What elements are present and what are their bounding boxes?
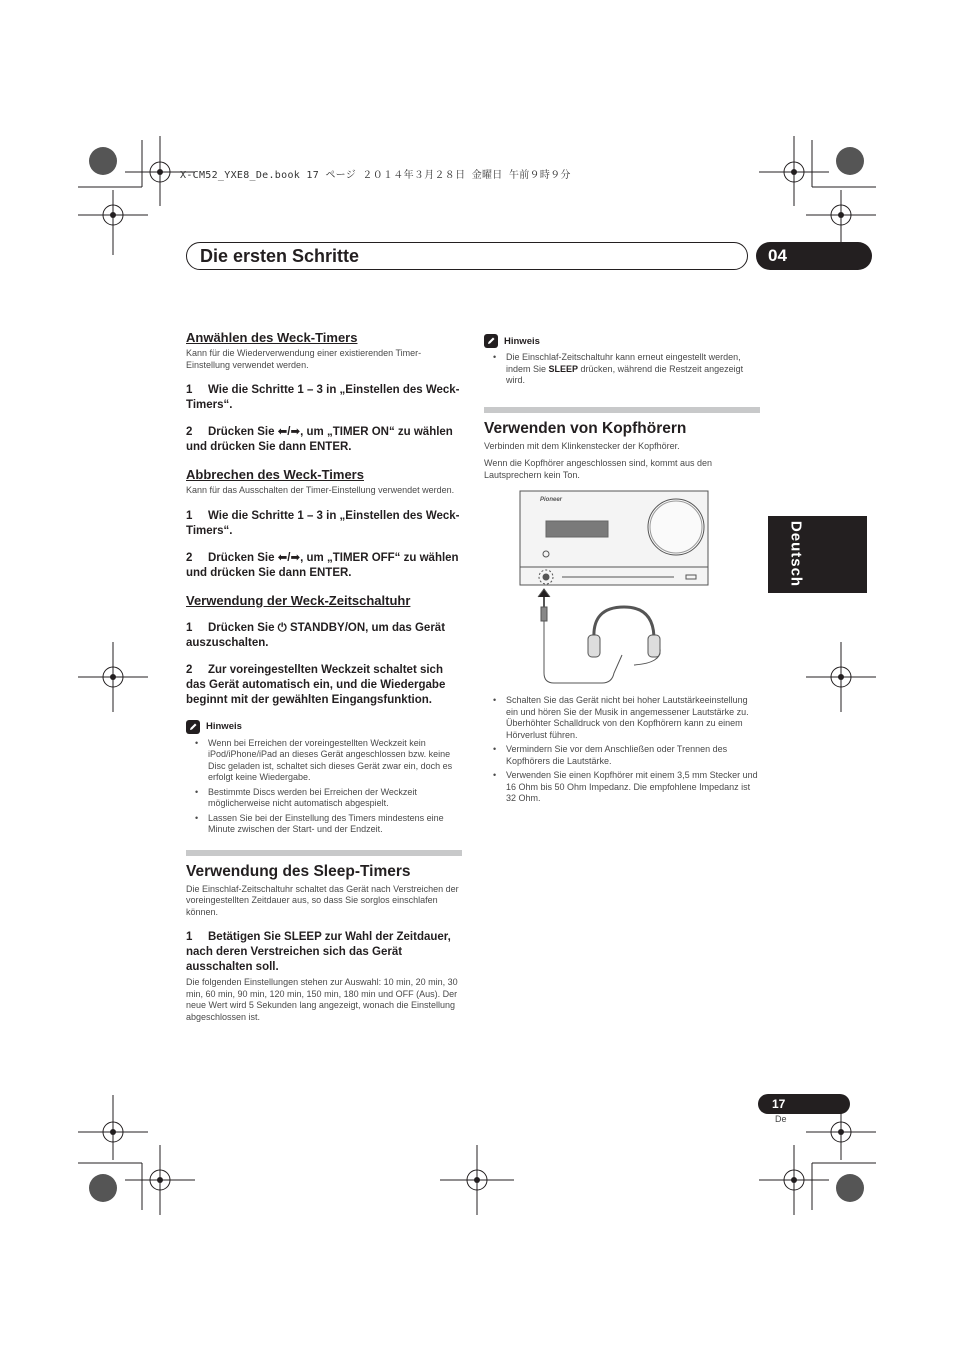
list-item: • Vermindern Sie vor dem Anschließen oder Trennen des Kopfhörers die Lautstärke. [506,744,760,767]
step-text: Wie die Schritte 1 – 3 in „Einstellen des Weck-Timers“. [186,384,460,411]
headphone-illustration [484,489,760,691]
note-list [186,738,462,836]
section-heading-select-timer: Anwählen des Weck-Timers [186,330,358,345]
step-text: Zur voreingestellten Weckzeit schaltet sich das Gerät automatisch ein, und die Wiedergabe beginnt mit der gewählten Eingangsfunktion. [186,663,446,706]
headphone-bullet-list [484,695,760,805]
step-2 [186,663,462,708]
language-tab-label: Deutsch [787,520,805,588]
note-label: Hinweis [504,335,540,347]
step-text: Drücken Sie ⏻ STANDBY/ON, um das Gerät auszuschalten. [186,621,446,649]
list-item: • Bestimmte Discs werden bei Erreichen der Weckzeit möglicherweise nicht automatisch abgespielt. [208,787,462,810]
section-title-headphones: Verwenden von Kopfhörern [484,419,687,437]
page-number: 17 [758,1094,850,1114]
step-number: 1 [186,931,193,943]
note-text-start: Die Einschlaf-Zeitschaltuhr kann erneut eingestellt werden, indem Sie [506,352,741,374]
section-intro: Verbinden mit dem Klinkenstecker der Kopfhörer. [484,440,680,451]
note-pencil-icon [484,334,498,348]
right-column [484,334,760,808]
device-brand-logo: Pioneer [540,497,563,503]
list-item: • Verwenden Sie einen Kopfhörer mit einem 3,5 mm Stecker und 16 Ohm bis 50 Ohm Impedanz. Die empfohlene Impedanz ist 32 Ohm. [506,770,760,805]
list-item [506,352,760,387]
note-list [484,352,760,387]
section-intro: Die Einschlaf-Zeitschaltuhr schaltet das Gerät nach Verstreichen der voreingestellten Zeitdauer aus, so dass Sie sorglos einschlafen können. [186,883,459,917]
step-1 [186,383,462,413]
step-1 [186,930,462,975]
section-intro-2: Wenn die Kopfhörer angeschlossen sind, kommt aus den Lautsprechern kein Ton. [484,458,712,480]
step-detail: Die folgenden Einstellungen stehen zur Auswahl: 10 min, 20 min, 30 min, 60 min, 90 min, 120 min, 150 min, 180 min und OFF (Aus). Der neue Wert wird 5 Sekunden lang angezeigt, wonach die Einstellung abgeschlossen ist. [186,977,458,1022]
step-2 [186,551,462,581]
step-2 [186,425,462,455]
step-number: 1 [186,384,193,396]
section-divider [186,850,462,856]
page-language-code: De [775,1114,787,1124]
device-headphone-drawing [484,489,760,691]
list-item: • Lassen Sie bei der Einstellung des Timers mindestens eine Minute zwischen der Start- und der Endzeit. [208,813,462,836]
step-text: Drücken Sie ⬅/➡, um „TIMER ON“ zu wählen und drücken Sie dann ENTER. [186,426,453,453]
language-tab [768,516,867,593]
step-number: 2 [186,663,193,676]
section-heading-cancel-timer: Abbrechen des Weck-Timers [186,467,364,482]
section-intro: Kann für das Ausschalten der Timer-Einstellung verwendet werden. [186,485,455,495]
section-heading-wake-timer-use: Verwendung der Weck-Zeitschaltuhr [186,592,411,608]
section-divider [484,407,760,413]
section-intro: Kann für die Wiederverwendung einer existierenden Timer-Einstellung verwendet werden. [186,348,422,370]
step-number: 1 [186,621,193,634]
note-label: Hinweis [206,721,242,732]
key-sleep: SLEEP [548,363,579,374]
list-item: • Schalten Sie das Gerät nicht bei hoher Lautstärkeeinstellung ein und hören Sie der Musik in angemessener Lautstärke zu. Überhöhter Schalldruck von den Kopfhörern kann zu einem Hörverlust führen. [506,695,760,741]
section-title-sleep-timer: Verwendung des Sleep-Timers [186,862,411,880]
chapter-number: 04 [756,242,872,270]
print-info-line: X-CM52_YXE8_De.book 17 ページ ２０１４年３月２８日 金曜日 午前９時９分 [180,170,571,181]
step-text: Wie die Schritte 1 – 3 in „Einstellen des Weck-Timers“. [186,509,460,537]
note-heading [484,334,760,348]
note-pencil-icon [186,720,200,734]
note-text-end: drücken, während die Restzeit angezeigt wird. [506,363,744,385]
step-1 [186,509,462,539]
step-text: Drücken Sie ⬅/➡, um „TIMER OFF“ zu wählen und drücken Sie dann ENTER. [186,551,459,579]
step-number: 1 [186,509,193,522]
note-heading [186,720,462,734]
list-item: • Wenn bei Erreichen der voreingestellten Weckzeit kein iPod/iPhone/iPad an dieses Gerät angeschlossen bzw. keine Disc geladen ist, schaltet sich dieses Gerät zwar ein, doch es erfolgt keine Wiedergabe. [208,738,462,784]
step-1 [186,621,462,651]
left-column [186,330,462,1023]
step-number: 2 [186,551,193,564]
step-number: 2 [186,426,193,438]
page-title: Die ersten Schritte [200,246,360,266]
step-text: Betätigen Sie SLEEP zur Wahl der Zeitdauer, nach deren Verstreichen sich das Gerät ausschalten soll. [186,931,451,973]
